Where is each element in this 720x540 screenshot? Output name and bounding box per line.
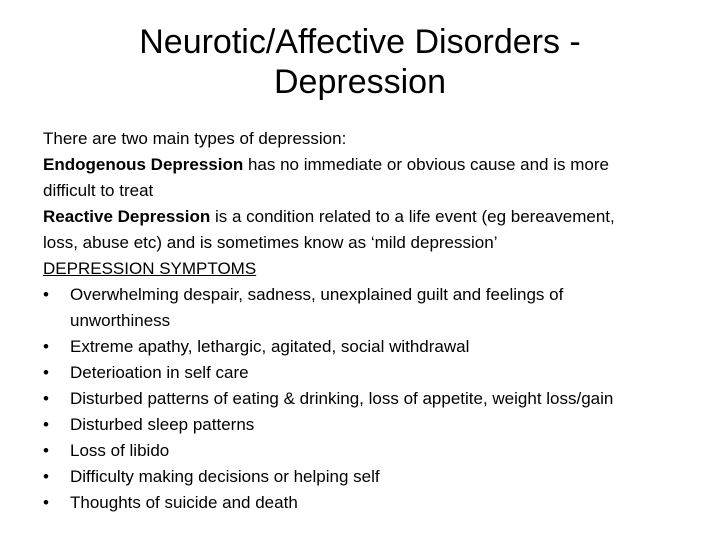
symptom-item <box>43 412 683 438</box>
symptom-text-line-1: Overwhelming despair, sadness, unexplained guilt and feelings of <box>70 285 564 304</box>
symptoms-list <box>43 282 683 516</box>
symptom-text: Extreme apathy, lethargic, agitated, social withdrawal <box>70 337 470 356</box>
symptom-text: Disturbed sleep patterns <box>70 415 255 434</box>
symptom-item <box>43 282 683 334</box>
endogenous-paragraph <box>43 152 683 204</box>
symptom-item <box>43 360 683 386</box>
reactive-text-1: is a condition related to a life event (eg bereavement, <box>210 207 615 226</box>
reactive-line-1 <box>43 204 683 230</box>
slide-title-line-1: Neurotic/Affective Disorders - <box>139 23 581 61</box>
bullet-icon: • <box>43 441 49 460</box>
slide-title <box>60 22 660 102</box>
bullet-icon: • <box>43 337 49 356</box>
symptom-text: Thoughts of suicide and death <box>70 493 298 512</box>
symptom-text-line-2: unworthiness <box>70 311 171 330</box>
reactive-text-2: loss, abuse etc) and is sometimes know as ‘mild depression’ <box>43 233 498 252</box>
reactive-paragraph <box>43 204 683 256</box>
endogenous-text-2: difficult to treat <box>43 181 154 200</box>
intro-text: There are two main types of depression: <box>43 129 347 148</box>
bullet-icon: • <box>43 363 49 382</box>
symptom-item <box>43 386 683 412</box>
endogenous-term: Endogenous Depression <box>43 155 244 174</box>
reactive-term: Reactive Depression <box>43 207 211 226</box>
slide-title-line-2: Depression <box>274 63 446 101</box>
symptom-item <box>43 464 683 490</box>
symptom-item <box>43 334 683 360</box>
bullet-icon: • <box>43 493 49 512</box>
symptom-text: Deterioation in self care <box>70 363 249 382</box>
bullet-icon: • <box>43 285 49 304</box>
symptom-text: Difficulty making decisions or helping self <box>70 467 380 486</box>
symptoms-heading: DEPRESSION SYMPTOMS <box>43 259 257 278</box>
endogenous-line-1 <box>43 152 683 178</box>
symptom-text: Loss of libido <box>70 441 170 460</box>
endogenous-text-1: has no immediate or obvious cause and is more <box>243 155 609 174</box>
bullet-icon: • <box>43 415 49 434</box>
symptom-text: Disturbed patterns of eating & drinking, loss of appetite, weight loss/gain <box>70 389 614 408</box>
symptom-item <box>43 490 683 516</box>
symptom-item <box>43 438 683 464</box>
slide-body <box>43 126 683 516</box>
bullet-icon: • <box>43 389 49 408</box>
bullet-icon: • <box>43 467 49 486</box>
